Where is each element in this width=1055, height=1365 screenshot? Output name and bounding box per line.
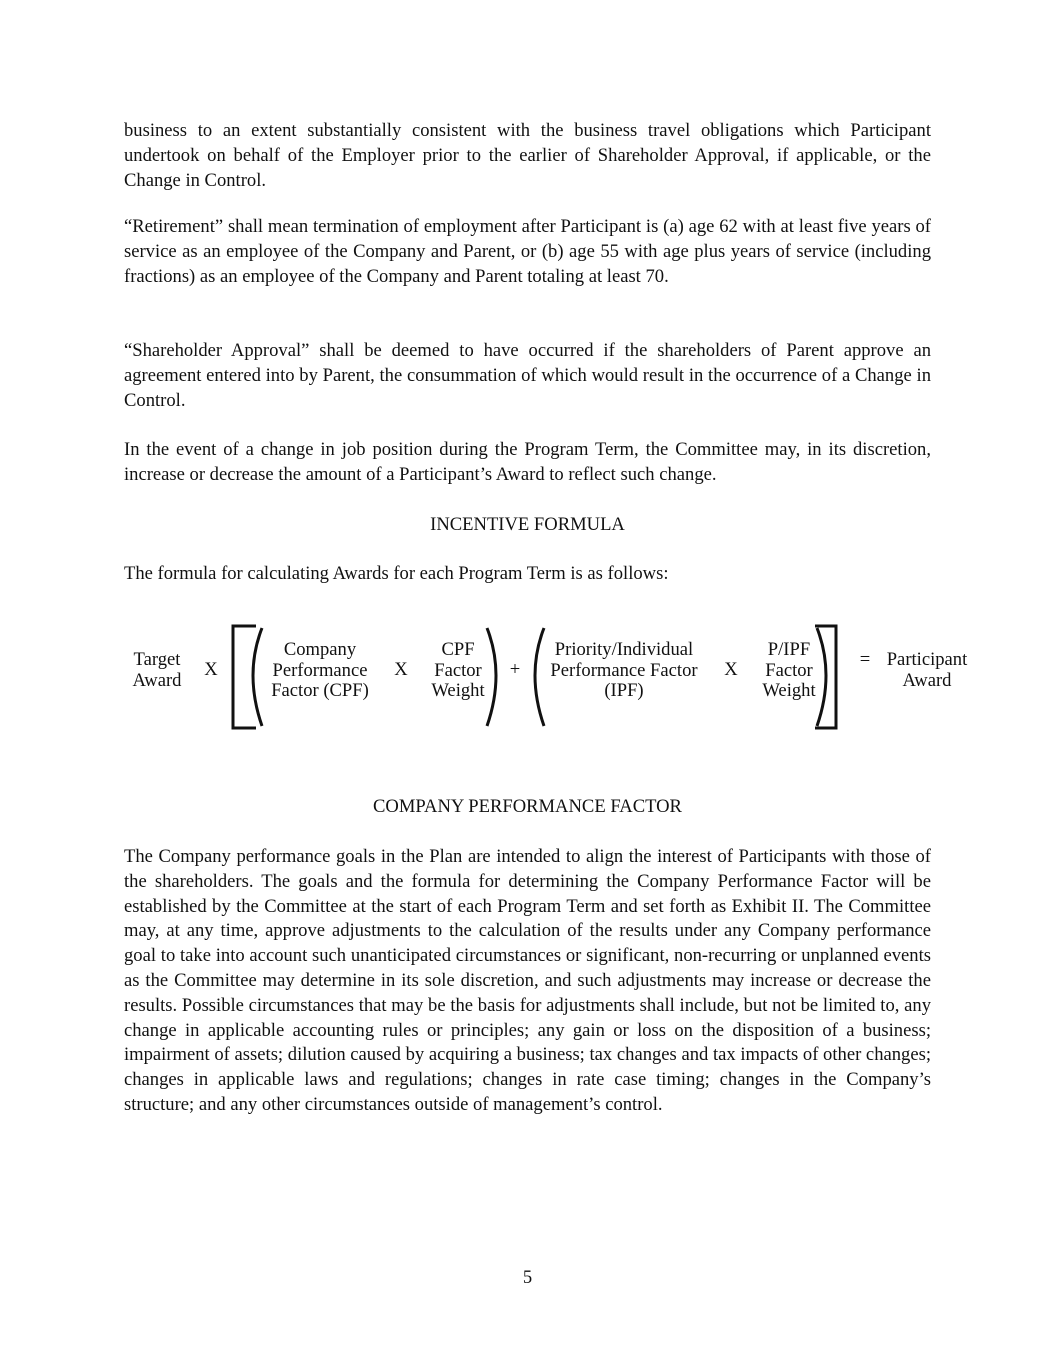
company-performance-factor-label: Company Performance Factor (CPF) (271, 639, 369, 701)
pipf-factor-weight-label: P/IPF Factor Weight (762, 639, 816, 701)
paragraph-shareholder-approval: “Shareholder Approval” shall be deemed to have occurred if the shareholders of Parent approve an agreement entered into by Parent, the consummation of which would result in the occurrence of a Change in Control. (124, 340, 931, 411)
priority-individual-performance-factor-label: Priority/Individual Performance Factor (IPF) (550, 639, 698, 701)
multiply-sign: X (204, 659, 218, 680)
cpf-factor-weight-label: CPF Factor Weight (431, 639, 485, 701)
paragraph-job-position-change: In the event of a change in job position during the Program Term, the Committee may, in its discretion, increase or decrease the amount of a Participant’s Award to reflect such change. (124, 439, 931, 485)
incentive-formula-diagram (0, 600, 1055, 760)
equals-sign: = (859, 649, 871, 670)
multiply-sign: X (724, 659, 738, 680)
heading-incentive-formula: INCENTIVE FORMULA (430, 514, 625, 535)
page-number: 5 (522, 1267, 533, 1288)
heading-company-performance-factor: COMPANY PERFORMANCE FACTOR (373, 796, 682, 817)
participant-award-label: Participant Award (886, 649, 968, 691)
multiply-sign: X (394, 659, 408, 680)
plus-sign: + (509, 659, 521, 680)
target-award-label: Target Award (132, 649, 182, 691)
paragraph-company-performance-goals: The Company performance goals in the Plan are intended to align the interest of Participants with those of the shareholders. The goals and the formula for determining the Company Performance Factor will be established by the Committee at the start of each Program Term and set forth as Exhibit II. The Committee may, at any time, approve adjustments to the calculation of the results under any Company performance goal to take into account such unanticipated circumstances or significant, non-recurring or unplanned events as the Committee may determine in its sole discretion, and such adjustments may increase or decrease the results. Possible circumstances that may be the basis for adjustments shall include, but not be limited to, any change in applicable accounting rules or principles; any gain or loss on the disposition of a business; impairment of assets; dilution caused by acquiring a business; tax changes and tax impacts of other changes; changes in applicable laws and regulations; changes in rate case timing; changes in the Company’s structure; and any other circumstances outside of management’s control. (124, 846, 931, 1115)
paragraph-retirement-definition: “Retirement” shall mean termination of employment after Participant is (a) age 62 with at least five years of service as an employee of the Company and Parent, or (b) age 55 with age plus years of service (including fractions) as an employee of the Company and Parent totaling at least 70. (124, 216, 931, 287)
paragraph-formula-intro: The formula for calculating Awards for each Program Term is as follows: (124, 563, 669, 584)
paragraph-travel-obligations: business to an extent substantially consistent with the business travel obligations which Participant undertook on behalf of the Employer prior to the earlier of Shareholder Approval, if applicable, or the Change in Control. (124, 120, 931, 191)
